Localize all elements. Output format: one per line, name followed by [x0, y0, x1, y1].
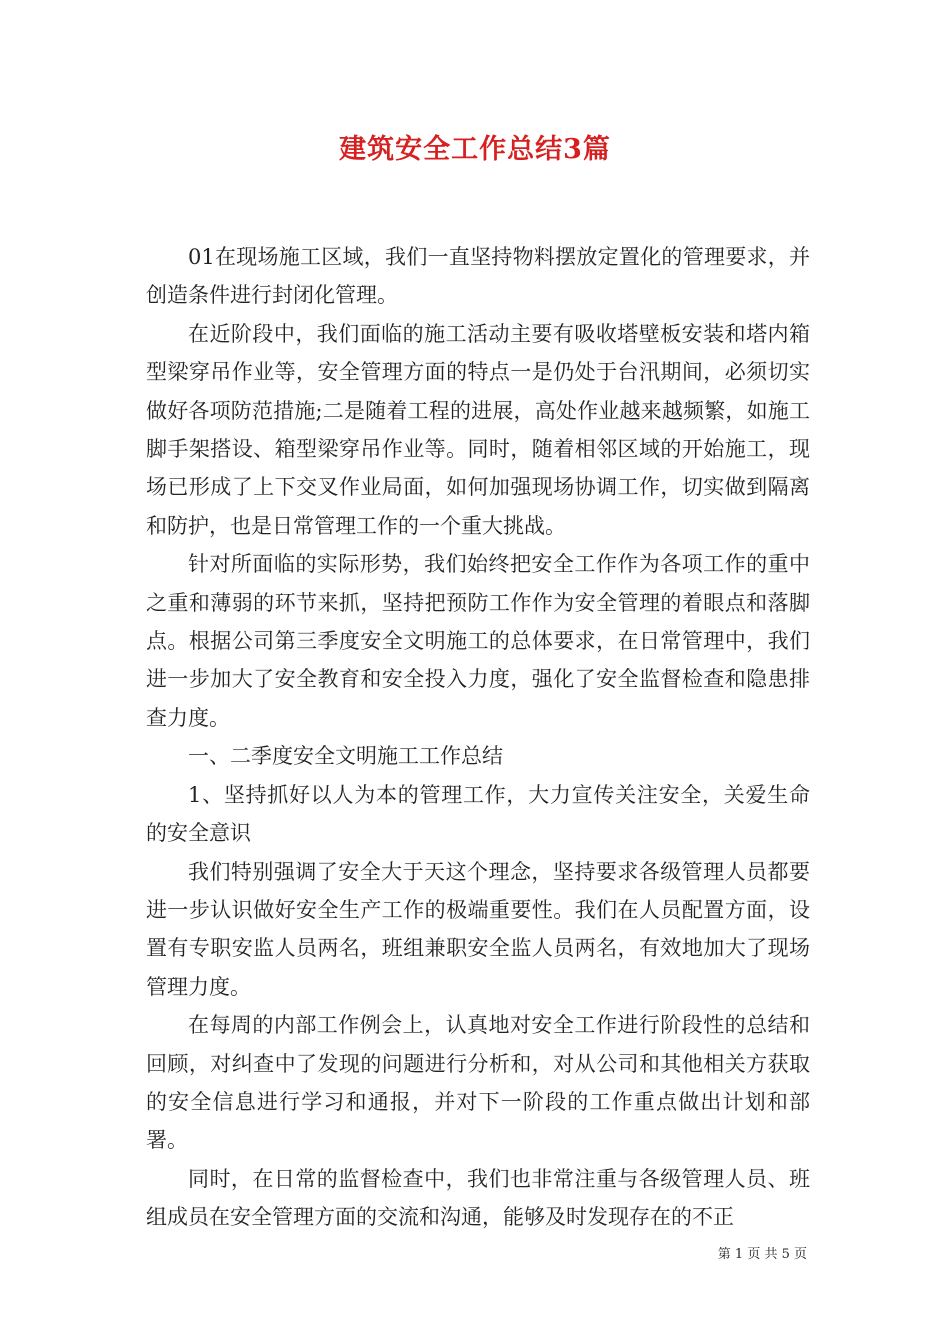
paragraph: 在每周的内部工作例会上，认真地对安全工作进行阶段性的总结和回顾，对纠查中了发现的问题进行分析和，对从公司和其他相关方获取的安全信息进行学习和通报，并对下一阶段的工作重点做出计划和部署。: [146, 1013, 810, 1153]
paragraph: 我们特别强调了安全大于天这个理念，坚持要求各级管理人员都要进一步认识做好安全生产工作的极端重要性。我们在人员配置方面，设置有专职安监人员两名，班组兼职安全监人员两名，有效地加大了现场管理力度。: [146, 859, 810, 999]
paragraph: 在近阶段中，我们面临的施工活动主要有吸收塔壁板安装和塔内箱型梁穿吊作业等，安全管理方面的特点一是仍处于台汛期间，必须切实做好各项防范措施;二是随着工程的进展，高处作业越来越频繁，如施工脚手架搭设、箱型梁穿吊作业等。同时，随着相邻区域的开始施工，现场已形成了上下交叉作业局面，如何加强现场协调工作，切实做到隔离和防护，也是日常管理工作的一个重大挑战。: [146, 321, 810, 538]
document-title: 建筑安全工作总结3篇: [339, 134, 611, 165]
subsection-heading: 1、坚持抓好以人为本的管理工作，大力宣传关注安全，关爱生命的安全意识: [146, 782, 810, 846]
paragraph: 同时，在日常的监督检查中，我们也非常注重与各级管理人员、班组成员在安全管理方面的交流和沟通，能够及时发现存在的不正: [146, 1166, 810, 1230]
paragraph: 01在现场施工区域，我们一直坚持物料摆放定置化的管理要求，并创造条件进行封闭化管理。: [146, 245, 810, 308]
paragraph: 针对所面临的实际形势，我们始终把安全工作作为各项工作的重中之重和薄弱的环节来抓，坚持把预防工作作为安全管理的着眼点和落脚点。根据公司第三季度安全文明施工的总体要求，在日常管理中，我们进一步加大了安全教育和安全投入力度，强化了安全监督检查和隐患排查力度。: [146, 552, 810, 730]
page-number: 第 1 页 共 5 页: [717, 1247, 807, 1262]
document-body: [146, 238, 810, 1237]
section-heading: 一、二季度安全文明施工工作总结: [188, 744, 503, 769]
